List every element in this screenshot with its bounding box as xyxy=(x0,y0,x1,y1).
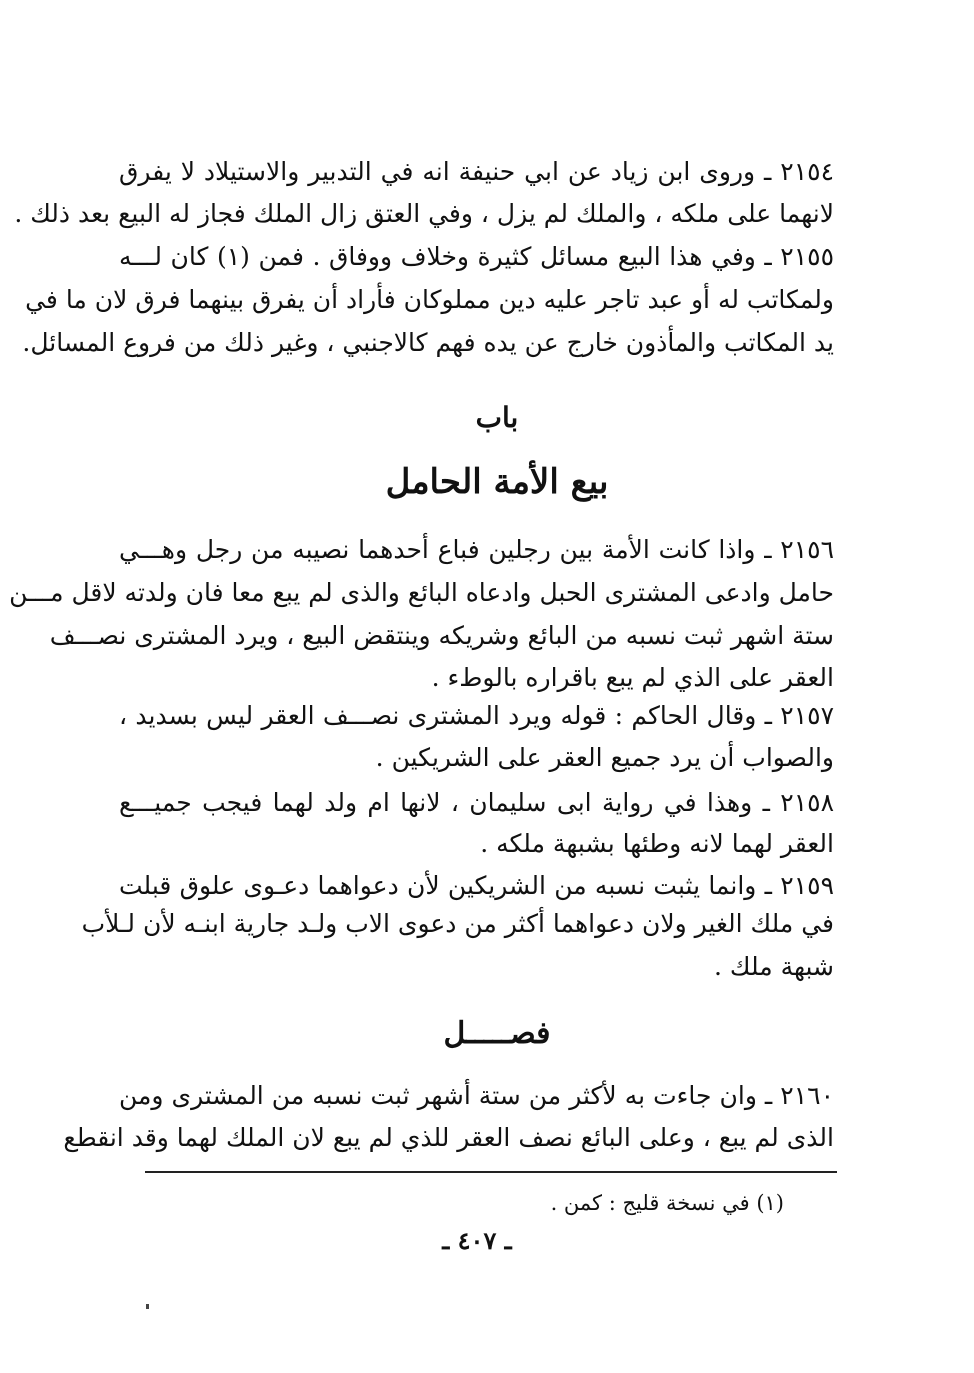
paragraph-2157-line-1: ٢١٥٧ ـ وقال الحاكم : قوله ويرد المشترى نصـــف العقر ليس بسديد ، xyxy=(119,701,834,730)
paragraph-2159-line-2: في ملك الغير ولان دعواهما أكثر من دعوى الاب ولـد جارية ابنـه لأن لـلأب xyxy=(81,909,834,938)
paragraph-2155-line-2: ولمكاتب له أو عبد تاجر عليه دين مملوكان فأراد أن يفرق بينهما فرق لان ما في xyxy=(25,285,834,314)
chapter-title: بيع الأمة الحامل xyxy=(385,462,609,502)
paragraph-2156-line-4: العقر على الذي لم يبع باقراره بالوطء . xyxy=(431,663,834,692)
paragraph-2154-line-2: لانهما على ملكه ، والملك لم يزل ، وفي العتق زال الملك فجاز له البيع بعد ذلك . xyxy=(14,199,834,228)
paragraph-2156-line-3: ستة اشهر ثبت نسبه من البائع وشريكه وينتقض البيع ، ويرد المشترى نصـــف xyxy=(49,621,834,650)
paragraph-2160-line-2: الذى لم يبع ، وعلى البائع نصف العقر للذي لم يبع لان الملك لهما وقد انقطع xyxy=(63,1123,834,1152)
paragraph-2159-line-1: ٢١٥٩ ـ وانما يثبت نسبه من الشريكين لأن دعواهما دعـوى علوق قبلت xyxy=(119,871,834,900)
paragraph-2155-line-3: يد المكاتب والمأذون خارج عن يده فهم كالاجنبي ، وغير ذلك من فروع المسائل. xyxy=(22,328,834,357)
paragraph-2154-line-1: ٢١٥٤ ـ وروى ابن زياد عن ابي حنيفة انه في التدبير والاستيلاد لا يفرق xyxy=(119,157,834,186)
paragraph-2160-line-1: ٢١٦٠ ـ وان جاءت به لأكثر من ستة أشهر ثبت نسبه من المشترى ومن xyxy=(119,1081,835,1110)
page-number: ـ ٤٠٧ ـ xyxy=(442,1226,512,1255)
scan-speck xyxy=(146,1304,149,1309)
footnote: (١) في نسخة قليج : كمن . xyxy=(550,1191,784,1215)
paragraph-2158-line-1: ٢١٥٨ ـ وهذا في رواية ابى سليمان ، لانها ام ولد لهما فيجب جميـــع xyxy=(119,788,834,817)
paragraph-2156-line-2: حامل وادعى المشترى الحبل وادعاه البائع والذى لم يبع معا فان ولدته لاقل مـــن xyxy=(9,578,834,607)
paragraph-2155-line-1: ٢١٥٥ ـ وفي هذا البيع مسائل كثيرة وخلاف ووفاق . فمن (١) كان لـــه xyxy=(119,242,834,271)
footnote-divider xyxy=(145,1171,837,1173)
paragraph-2156-line-1: ٢١٥٦ ـ واذا كانت الأمة بين رجلين فباع أحدهما نصيبه من رجل وهـــي xyxy=(119,535,834,564)
chapter-heading: باب xyxy=(475,401,519,434)
section-heading: فصـــــل xyxy=(443,1016,551,1051)
paragraph-2157-line-2: والصواب أن يرد جميع العقر على الشريكين . xyxy=(375,743,834,772)
paragraph-2159-line-3: شبهة ملك . xyxy=(714,952,834,981)
paragraph-2158-line-2: العقر لهما لانه وطئها بشبهة ملكه . xyxy=(480,829,834,858)
